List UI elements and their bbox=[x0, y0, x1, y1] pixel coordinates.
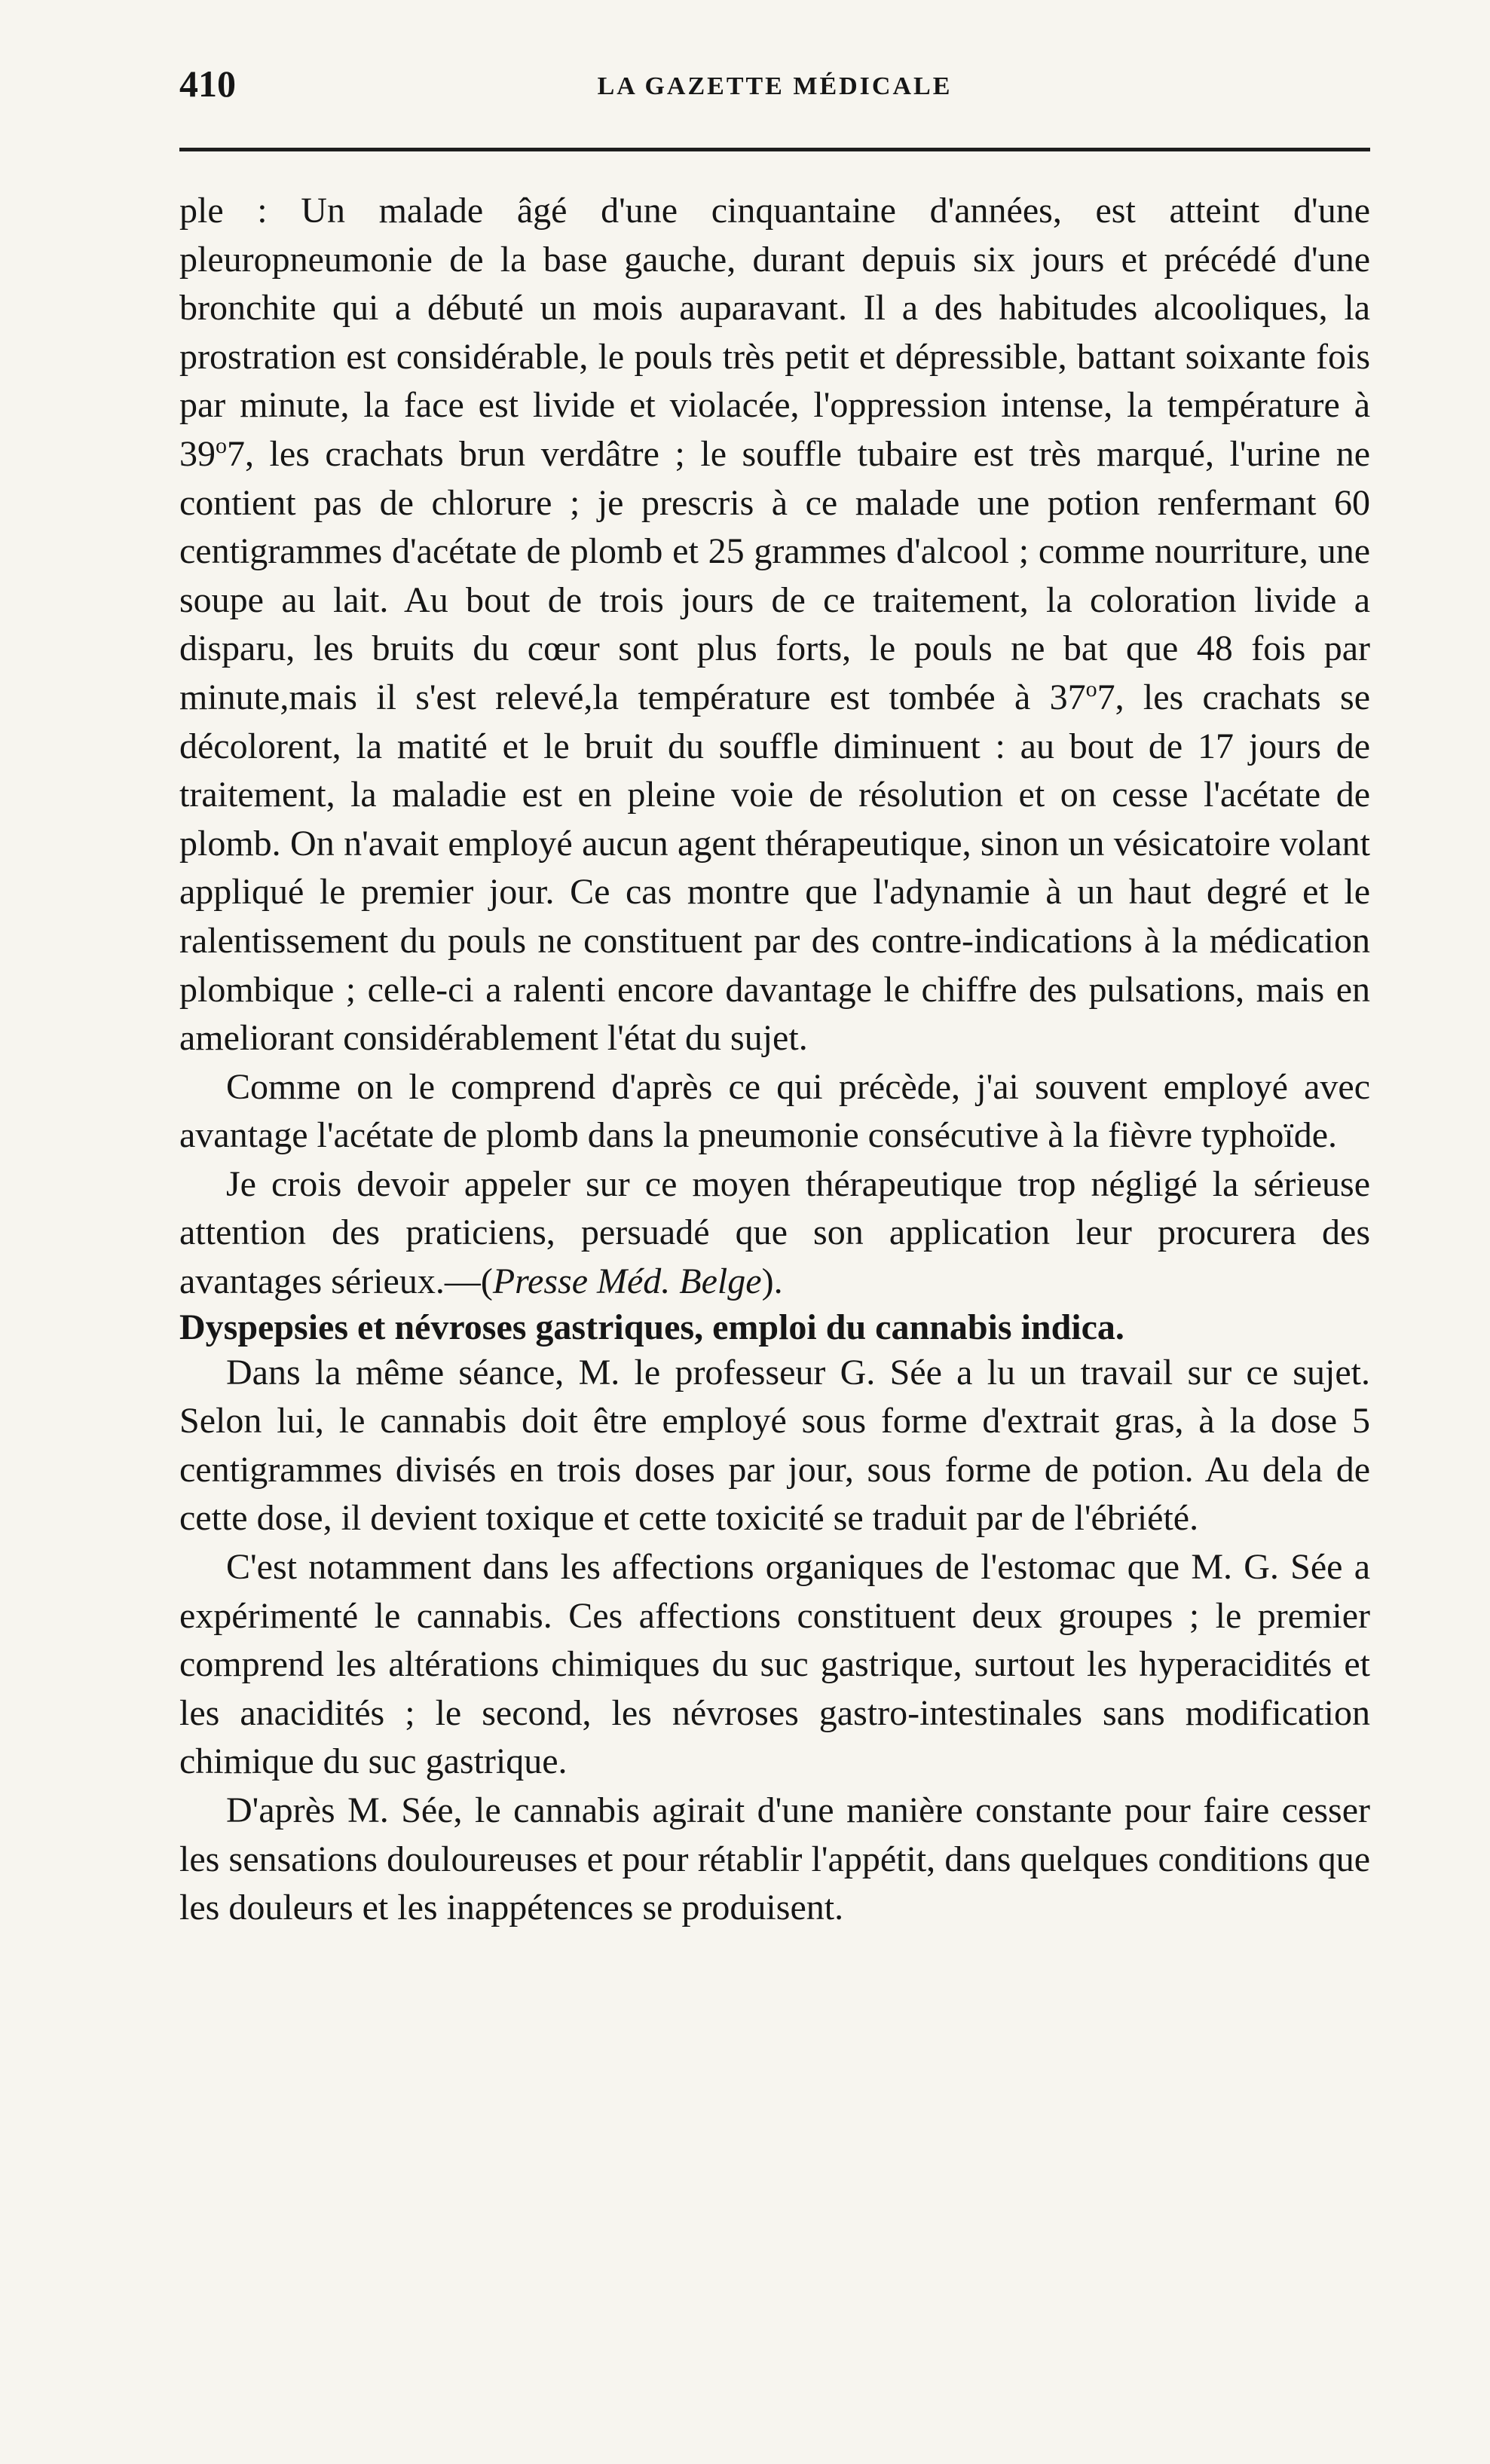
paragraph-6: D'après M. Sée, le cannabis agirait d'une manière constante pour faire cesser les sensations douloureuses et pour rétablir l'appétit, dans quelques conditions que les douleurs et les inappétences se produisent. bbox=[179, 1790, 1370, 1928]
degree-mark: o bbox=[216, 433, 227, 458]
paragraph-1-text-b: 7, les crachats brun verdâtre ; le souffle tubaire est très marqué, l'urine ne contient pas de chlorure ; je prescris à ce malade une potion renfermant 60 centigrammes d'acétate de plomb et 25 grammes d'alcool ; comme nourriture, une soupe au lait. Au bout de trois jours de ce traitement, la coloration livide a disparu, les bruits du cœur sont plus forts, le pouls ne bat que 48 fois par minute,mais il s'est relevé,la température est tombée à 37 bbox=[179, 433, 1370, 717]
article-body bbox=[179, 187, 1370, 1933]
paragraph-1-text-c: 7, les crachats se décolorent, la matité et le bruit du souffle diminuent : au bout de 17 jours de traitement, la maladie est en pleine voie de résolution et on cesse l'acétate de plomb. On n'avait employé aucun agent thérapeutique, sinon un vésicatoire volant appliqué le premier jour. Ce cas montre que l'adynamie à un haut degré et le ralentissement du pouls ne constituent par des contre-indications à la médication plombique ; celle-ci a ralenti encore davantage le chiffre des pulsations, mais en ameliorant considérablement l'état du sujet. bbox=[179, 677, 1371, 1059]
page-number: 410 bbox=[179, 63, 236, 105]
paragraph-2: Comme on le comprend d'après ce qui précède, j'ai souvent employé avec avantage l'acétate de plomb dans la pneumonie consécutive à la fièvre typhoïde. bbox=[179, 1066, 1370, 1156]
running-title: LA GAZETTE MÉDICALE bbox=[597, 72, 953, 100]
paragraph-5: C'est notamment dans les affections organiques de l'estomac que M. G. Sée a expérimenté le cannabis. Ces affections constituent deux groupes ; le premier comprend les altérations chimiques du suc gastrique, surtout les hyperacidités et les anacidités ; le second, les névroses gastro-intestinales sans modification chimique du suc gastrique. bbox=[179, 1547, 1370, 1782]
page-header bbox=[179, 62, 1370, 115]
section-heading: Dyspepsies et névroses gastriques, emploi du cannabis indica. bbox=[179, 1307, 1124, 1347]
paragraph-3-end: ). bbox=[761, 1261, 783, 1302]
paragraph-1-text: ple : Un malade âgé d'une cinquantaine d'années, est atteint d'une pleuropneumonie de la base gauche, durant depuis six jours et précédé d'une bronchite qui a débuté un mois auparavant. Il a des habitudes alcooliques, la prostration est considérable, le pouls très petit et dépressible, battant soixante fois par minute, la face est livide et violacée, l'oppression intense, la température à 39 bbox=[179, 191, 1370, 474]
paragraph-3-text: Je crois devoir appeler sur ce moyen thérapeutique trop négligé la sérieuse attention des praticiens, persuadé que son application leur procurera des avantages sérieux.—( bbox=[179, 1163, 1370, 1302]
citation: Presse Méd. Belge bbox=[492, 1261, 762, 1302]
paragraph-1 bbox=[179, 187, 1370, 1063]
paragraph-3 bbox=[179, 1160, 1370, 1307]
degree-mark: o bbox=[1085, 676, 1097, 702]
paragraph-4: Dans la même séance, M. le professeur G. Sée a lu un travail sur ce sujet. Selon lui, le cannabis doit être employé sous forme d'extrait gras, à la dose 5 centigrammes divisés en trois doses par jour, sous forme de potion. Au dela de cette dose, il devient toxique et cette toxicité se traduit par de l'ébriété. bbox=[179, 1352, 1370, 1539]
header-rule bbox=[179, 148, 1370, 151]
